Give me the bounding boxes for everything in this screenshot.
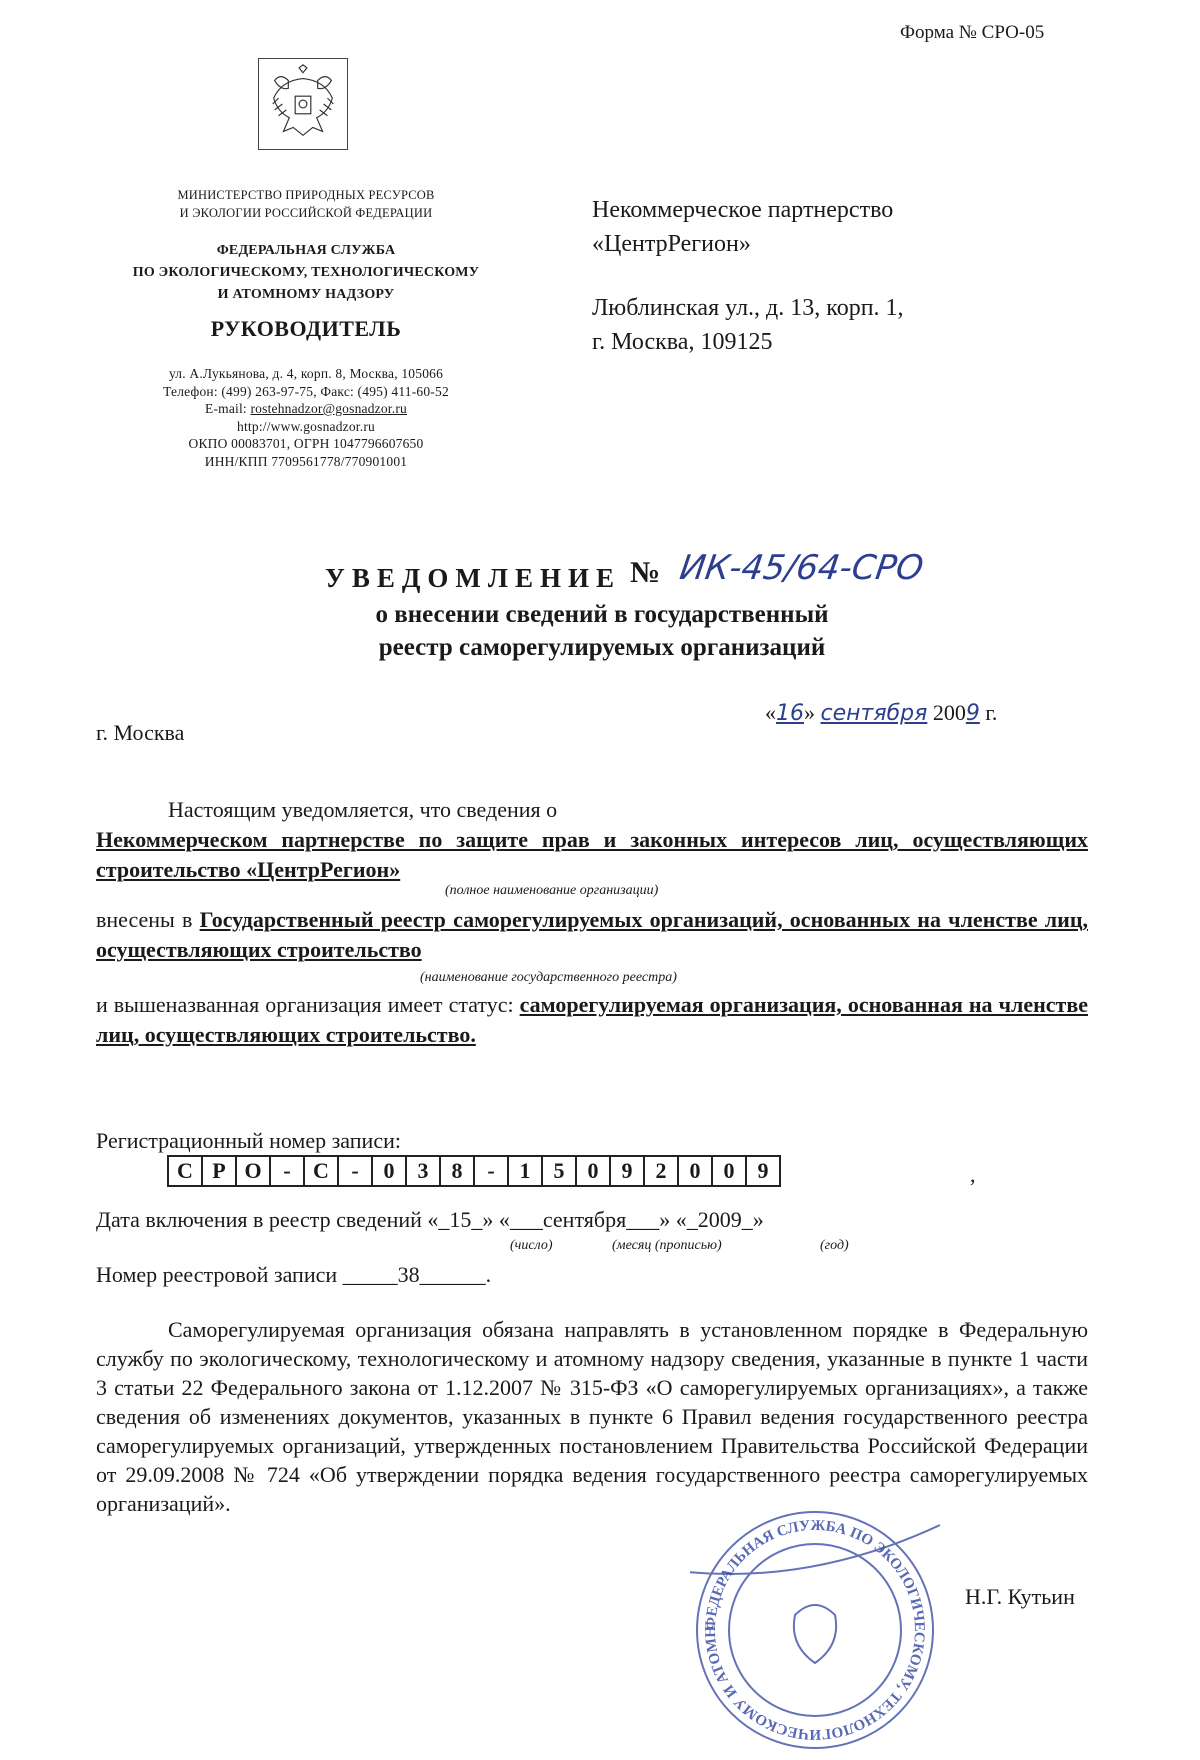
sender-contacts xyxy=(96,365,516,470)
registration-label: Регистрационный номер записи: xyxy=(96,1128,401,1153)
registration-cell: 0 xyxy=(371,1155,407,1187)
caption-day: (число) xyxy=(510,1238,553,1253)
document-title: УВЕДОМЛЕНИЕ xyxy=(325,563,622,593)
ministry-line: И ЭКОЛОГИИ РОССИЙСКОЙ ФЕДЕРАЦИИ xyxy=(179,206,433,220)
recipient-line: Некоммерческое партнерство xyxy=(592,197,894,223)
registration-cell: 2 xyxy=(643,1155,679,1187)
email-label: E-mail: xyxy=(205,401,251,416)
registration-cell: С xyxy=(303,1155,339,1187)
organization-name: Некоммерческом партнерстве по защите прав и законных интересов лиц, осуществляющих строительство «ЦентрРегион» xyxy=(96,827,1088,882)
registration-number-cells xyxy=(167,1155,779,1187)
obligation-paragraph xyxy=(96,1315,1088,1518)
service-line: ФЕДЕРАЛЬНАЯ СЛУЖБА xyxy=(216,243,396,258)
official-stamp xyxy=(690,1505,940,1755)
entered-prefix: внесены в xyxy=(96,907,200,932)
status-paragraph xyxy=(96,990,1088,1050)
recipient-line: «ЦентрРегион» xyxy=(592,231,751,257)
registration-cell: 0 xyxy=(711,1155,747,1187)
email-link[interactable]: rostehnadzor@gosnadzor.ru xyxy=(250,401,407,416)
registration-cell: 9 xyxy=(745,1155,781,1187)
registration-cell: 8 xyxy=(439,1155,475,1187)
registration-cell: 0 xyxy=(575,1155,611,1187)
status-prefix: и вышеназванная организация имеет статус: xyxy=(96,992,520,1017)
org-caption: (полное наименование организации) xyxy=(445,883,659,898)
handwritten-number: ИК-45/64-СРО xyxy=(677,548,926,588)
intro-paragraph xyxy=(96,795,1088,885)
coat-of-arms-icon xyxy=(258,58,348,150)
document-subtitle xyxy=(322,598,882,664)
ministry-name xyxy=(96,186,516,222)
inn-line: ИНН/КПП 7709561778/770901001 xyxy=(204,453,408,469)
service-name xyxy=(96,240,516,306)
registration-cell: 3 xyxy=(405,1155,441,1187)
recipient-line: Люблинская ул., д. 13, корп. 1, xyxy=(592,295,904,321)
city: г. Москва xyxy=(96,720,185,745)
registration-cell: С xyxy=(167,1155,203,1187)
website-link[interactable]: http://www.gosnadzor.ru xyxy=(237,418,375,434)
registration-cell: Р xyxy=(201,1155,237,1187)
service-line: И АТОМНОМУ НАДЗОРУ xyxy=(217,287,395,302)
registry-paragraph xyxy=(96,905,1088,965)
recipient-line: г. Москва, 109125 xyxy=(592,329,773,355)
date-day: 16 xyxy=(776,701,804,726)
registration-cell: О xyxy=(235,1155,271,1187)
registry-caption: (наименование государственного реестра) xyxy=(420,970,677,985)
service-line: ПО ЭКОЛОГИЧЕСКОМУ, ТЕХНОЛОГИЧЕСКОМУ xyxy=(132,265,480,280)
registry-name: Государственный реестр саморегулируемых организаций, основанных на членстве лиц, осуществляющих строительство xyxy=(96,907,1088,962)
registration-cell: - xyxy=(473,1155,509,1187)
status-value: саморегулируемая организация, основанная на членстве лиц, осуществляющих строительство. xyxy=(96,992,1088,1047)
record-number: Номер реестровой записи _____38______. xyxy=(96,1262,492,1287)
subtitle-line: реестр саморегулируемых организаций xyxy=(378,634,826,661)
okpo-line: ОКПО 00083701, ОГРН 1047796607650 xyxy=(188,436,424,451)
registration-cell: - xyxy=(337,1155,373,1187)
registration-cell: 9 xyxy=(609,1155,645,1187)
signatory-name: Н.Г. Кутьин xyxy=(965,1584,1075,1609)
registration-cell: 0 xyxy=(677,1155,713,1187)
intro-text: Настоящим уведомляется, что сведения о xyxy=(168,797,558,822)
stamp-text: ФЕДЕРАЛЬНАЯ СЛУЖБА ПО ЭКОЛОГИЧЕСКОМУ, ТЕХНОЛОГИЧЕСКОМУ И АТОМН xyxy=(702,1517,928,1743)
number-sign: № xyxy=(630,556,661,589)
recipient-block xyxy=(592,193,904,359)
registration-cell: 1 xyxy=(507,1155,543,1187)
position-title: РУКОВОДИТЕЛЬ xyxy=(210,316,402,341)
registration-cell: 5 xyxy=(541,1155,577,1187)
inclusion-date: Дата включения в реестр сведений «_15_» «___сентября___» «_2009_» xyxy=(96,1207,764,1232)
subtitle-line: о внесении сведений в государственный xyxy=(375,601,829,628)
registration-comma: , xyxy=(970,1162,976,1187)
sender-phone: Телефон: (499) 263-97-75, Факс: (495) 411-60-52 xyxy=(163,383,449,399)
caption-year: (год) xyxy=(820,1238,849,1253)
document-date: «16» сентября 2009 г. xyxy=(765,700,998,726)
obligation-text: Саморегулируемая организация обязана направлять в установленном порядке в Федеральную службу по экологическому, технологическому и атомному надзору сведения, указанные в пункте 1 части 3 статьи 22 Федерального закона от 1.12.2007 № 315-ФЗ «О саморегулируемых организациях», а также сведения об изменениях документов, указанных в пункте 6 Правил ведения государственного реестра саморегулируемых организаций, утвержденных постановлением Правительства Российской Федерации от 29.09.2008 № 724 «Об утверждении порядка ведения государственного реестра саморегулируемых организаций». xyxy=(96,1317,1088,1516)
sender-email-line xyxy=(96,400,516,418)
date-year-digit: 9 xyxy=(965,701,980,726)
registration-cell: - xyxy=(269,1155,305,1187)
date-month: сентября xyxy=(820,701,928,726)
form-number: Форма № СРО-05 xyxy=(900,22,1045,43)
sender-address: ул. А.Лукьянова, д. 4, корп. 8, Москва, 105066 xyxy=(168,366,444,381)
ministry-line: МИНИСТЕРСТВО ПРИРОДНЫХ РЕСУРСОВ xyxy=(177,188,435,202)
caption-month: (месяц (прописью) xyxy=(612,1238,722,1253)
